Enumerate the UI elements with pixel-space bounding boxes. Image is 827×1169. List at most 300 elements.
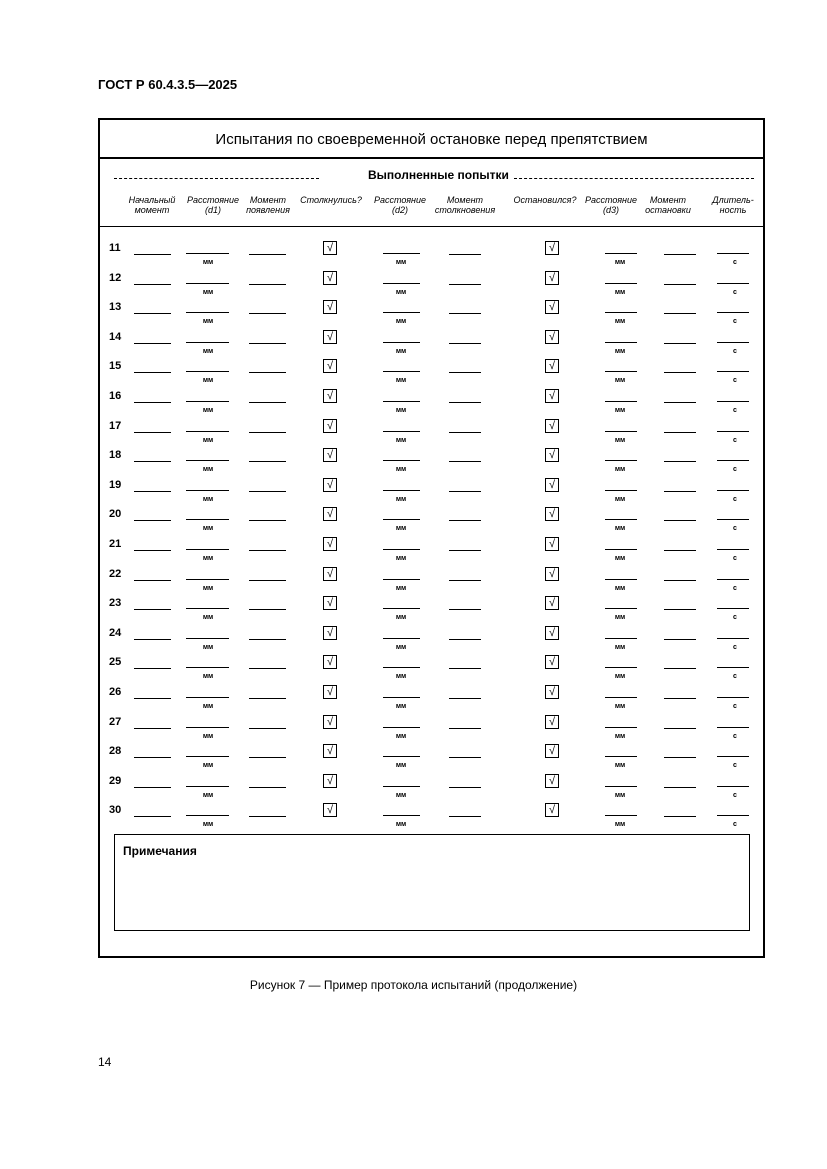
distance-d3-field[interactable] bbox=[605, 431, 637, 432]
unit-mm-label: мм bbox=[395, 643, 407, 651]
initial-moment-field[interactable] bbox=[134, 343, 171, 344]
collided-checkbox[interactable]: √ bbox=[323, 626, 337, 640]
collision-moment-field[interactable] bbox=[449, 668, 481, 669]
duration-field[interactable] bbox=[717, 638, 749, 639]
duration-field[interactable] bbox=[717, 431, 749, 432]
unit-mm-label: мм bbox=[202, 436, 214, 444]
distance-d3-field[interactable] bbox=[605, 490, 637, 491]
collision-moment-field[interactable] bbox=[449, 728, 481, 729]
distance-d3-field[interactable] bbox=[605, 786, 637, 787]
collided-checkbox[interactable]: √ bbox=[323, 537, 337, 551]
duration-field[interactable] bbox=[717, 756, 749, 757]
distance-d1-field[interactable] bbox=[186, 608, 229, 609]
initial-moment-field[interactable] bbox=[134, 372, 171, 373]
distance-d3-field[interactable] bbox=[605, 342, 637, 343]
row-number: 20 bbox=[109, 508, 122, 521]
stopped-checkbox[interactable]: √ bbox=[545, 241, 559, 255]
unit-mm-label: мм bbox=[395, 673, 407, 681]
initial-moment-field[interactable] bbox=[134, 757, 171, 758]
unit-mm-label: мм bbox=[202, 288, 214, 296]
stopped-checkbox[interactable]: √ bbox=[545, 774, 559, 788]
stop-moment-field[interactable] bbox=[664, 639, 696, 640]
distance-d3-field[interactable] bbox=[605, 727, 637, 728]
stop-moment-field[interactable] bbox=[664, 313, 696, 314]
stopped-checkbox[interactable]: √ bbox=[545, 507, 559, 521]
appearance-moment-field[interactable] bbox=[249, 816, 286, 817]
duration-field[interactable] bbox=[717, 608, 749, 609]
stop-moment-field[interactable] bbox=[664, 757, 696, 758]
stopped-checkbox[interactable]: √ bbox=[545, 596, 559, 610]
unit-seconds-label: с bbox=[733, 614, 737, 622]
initial-moment-field[interactable] bbox=[134, 284, 171, 285]
unit-mm-label: мм bbox=[395, 259, 407, 266]
duration-field[interactable] bbox=[717, 667, 749, 668]
stopped-checkbox[interactable]: √ bbox=[545, 300, 559, 314]
row-number: 13 bbox=[109, 301, 122, 314]
unit-mm-label: мм bbox=[395, 318, 407, 326]
unit-mm-label: мм bbox=[202, 466, 214, 474]
stop-moment-field[interactable] bbox=[664, 461, 696, 462]
row-number: 23 bbox=[109, 597, 122, 610]
collided-checkbox[interactable]: √ bbox=[323, 271, 337, 285]
column-header-line: Момент bbox=[446, 195, 484, 205]
unit-mm-label: мм bbox=[614, 259, 626, 266]
initial-moment-field[interactable] bbox=[134, 787, 171, 788]
stopped-checkbox[interactable]: √ bbox=[545, 715, 559, 729]
duration-field[interactable] bbox=[717, 786, 749, 787]
distance-d2-field[interactable] bbox=[383, 697, 420, 698]
distance-d1-field[interactable] bbox=[186, 401, 229, 402]
stop-moment-field[interactable] bbox=[664, 550, 696, 551]
distance-d2-field[interactable] bbox=[383, 283, 420, 284]
duration-field[interactable] bbox=[717, 342, 749, 343]
collision-moment-field[interactable] bbox=[449, 313, 481, 314]
stopped-checkbox[interactable]: √ bbox=[545, 359, 559, 373]
row-number: 18 bbox=[109, 449, 122, 462]
table-row bbox=[0, 331, 827, 361]
distance-d1-field[interactable] bbox=[186, 490, 229, 491]
row-number: 11 bbox=[109, 242, 121, 254]
row-number: 29 bbox=[109, 774, 122, 787]
attempts-header bbox=[114, 168, 754, 184]
appearance-moment-field[interactable] bbox=[249, 757, 286, 758]
collision-moment-field[interactable] bbox=[449, 491, 481, 492]
collided-checkbox[interactable]: √ bbox=[323, 655, 337, 669]
appearance-moment-field[interactable] bbox=[249, 402, 286, 403]
appearance-moment-field[interactable] bbox=[249, 520, 286, 521]
stop-moment-field[interactable] bbox=[664, 520, 696, 521]
col-initial-moment-header bbox=[129, 195, 176, 215]
collision-moment-field[interactable] bbox=[449, 432, 481, 433]
unit-seconds-label: с bbox=[733, 821, 737, 829]
distance-d1-field[interactable] bbox=[186, 253, 229, 254]
appearance-moment-field[interactable] bbox=[249, 787, 286, 788]
duration-field[interactable] bbox=[717, 401, 749, 402]
collision-moment-field[interactable] bbox=[449, 284, 481, 285]
unit-mm-label: мм bbox=[395, 377, 407, 385]
collided-checkbox[interactable]: √ bbox=[323, 359, 337, 373]
unit-mm-label: мм bbox=[614, 436, 626, 444]
unit-seconds-label: с bbox=[733, 259, 737, 266]
distance-d2-field[interactable] bbox=[383, 786, 420, 787]
column-header-line: Длитель- bbox=[712, 195, 754, 205]
initial-moment-field[interactable] bbox=[134, 520, 171, 521]
col-stop-moment-header bbox=[645, 195, 691, 215]
duration-field[interactable] bbox=[717, 549, 749, 550]
stop-moment-field[interactable] bbox=[664, 787, 696, 788]
stopped-checkbox[interactable]: √ bbox=[545, 537, 559, 551]
unit-mm-label: мм bbox=[202, 821, 214, 829]
distance-d3-field[interactable] bbox=[605, 549, 637, 550]
appearance-moment-field[interactable] bbox=[249, 609, 286, 610]
col-distance-d1-header bbox=[187, 195, 239, 215]
collision-moment-field[interactable] bbox=[449, 787, 481, 788]
distance-d2-field[interactable] bbox=[383, 342, 420, 343]
unit-mm-label: мм bbox=[202, 377, 214, 385]
distance-d3-field[interactable] bbox=[605, 608, 637, 609]
distance-d1-field[interactable] bbox=[186, 371, 229, 372]
unit-seconds-label: с bbox=[733, 288, 737, 296]
table-row bbox=[0, 449, 827, 479]
col-collided-header bbox=[300, 195, 362, 205]
stop-moment-field[interactable] bbox=[664, 580, 696, 581]
distance-d1-field[interactable] bbox=[186, 460, 229, 461]
duration-field[interactable] bbox=[717, 815, 749, 816]
collided-checkbox[interactable]: √ bbox=[323, 596, 337, 610]
unit-mm-label: мм bbox=[614, 762, 626, 770]
dashed-line-left bbox=[114, 178, 319, 179]
notes-label: Примечания bbox=[123, 844, 197, 858]
column-header-line: Расстояние bbox=[374, 195, 426, 205]
collided-checkbox[interactable]: √ bbox=[323, 774, 337, 788]
stopped-checkbox[interactable]: √ bbox=[545, 744, 559, 758]
distance-d3-field[interactable] bbox=[605, 283, 637, 284]
table-row bbox=[0, 716, 827, 746]
distance-d1-field[interactable] bbox=[186, 312, 229, 313]
distance-d3-field[interactable] bbox=[605, 460, 637, 461]
distance-d1-field[interactable] bbox=[186, 549, 229, 550]
distance-d3-field[interactable] bbox=[605, 667, 637, 668]
stop-moment-field[interactable] bbox=[664, 284, 696, 285]
initial-moment-field[interactable] bbox=[134, 313, 171, 314]
collision-moment-field[interactable] bbox=[449, 698, 481, 699]
duration-field[interactable] bbox=[717, 490, 749, 491]
duration-field[interactable] bbox=[717, 579, 749, 580]
unit-mm-label: мм bbox=[395, 436, 407, 444]
collided-checkbox[interactable]: √ bbox=[323, 241, 337, 255]
unit-mm-label: мм bbox=[395, 347, 407, 355]
appearance-moment-field[interactable] bbox=[249, 254, 286, 255]
collision-moment-field[interactable] bbox=[449, 639, 481, 640]
table-row bbox=[0, 242, 827, 272]
duration-field[interactable] bbox=[717, 253, 749, 254]
initial-moment-field[interactable] bbox=[134, 728, 171, 729]
collision-moment-field[interactable] bbox=[449, 550, 481, 551]
unit-mm-label: мм bbox=[202, 555, 214, 562]
initial-moment-field[interactable] bbox=[134, 461, 171, 462]
distance-d1-field[interactable] bbox=[186, 431, 229, 432]
stopped-checkbox[interactable]: √ bbox=[545, 448, 559, 462]
unit-seconds-label: с bbox=[733, 525, 737, 533]
col-stopped-header bbox=[514, 195, 577, 205]
initial-moment-field[interactable] bbox=[134, 254, 171, 255]
duration-field[interactable] bbox=[717, 460, 749, 461]
appearance-moment-field[interactable] bbox=[249, 461, 286, 462]
appearance-moment-field[interactable] bbox=[249, 432, 286, 433]
stop-moment-field[interactable] bbox=[664, 254, 696, 255]
distance-d2-field[interactable] bbox=[383, 815, 420, 816]
distance-d2-field[interactable] bbox=[383, 401, 420, 402]
distance-d2-field[interactable] bbox=[383, 460, 420, 461]
distance-d2-field[interactable] bbox=[383, 549, 420, 550]
distance-d2-field[interactable] bbox=[383, 253, 420, 254]
collision-moment-field[interactable] bbox=[449, 343, 481, 344]
stop-moment-field[interactable] bbox=[664, 698, 696, 699]
collided-checkbox[interactable]: √ bbox=[323, 685, 337, 699]
initial-moment-field[interactable] bbox=[134, 816, 171, 817]
stop-moment-field[interactable] bbox=[664, 816, 696, 817]
distance-d1-field[interactable] bbox=[186, 519, 229, 520]
distance-d2-field[interactable] bbox=[383, 608, 420, 609]
distance-d2-field[interactable] bbox=[383, 727, 420, 728]
unit-mm-label: мм bbox=[202, 614, 214, 622]
initial-moment-field[interactable] bbox=[134, 432, 171, 433]
table-row bbox=[0, 597, 827, 627]
distance-d3-field[interactable] bbox=[605, 697, 637, 698]
appearance-moment-field[interactable] bbox=[249, 580, 286, 581]
distance-d2-field[interactable] bbox=[383, 519, 420, 520]
distance-d1-field[interactable] bbox=[186, 697, 229, 698]
document-header: ГОСТ Р 60.4.3.5—2025 bbox=[98, 77, 238, 92]
initial-moment-field[interactable] bbox=[134, 698, 171, 699]
appearance-moment-field[interactable] bbox=[249, 668, 286, 669]
distance-d2-field[interactable] bbox=[383, 431, 420, 432]
stopped-checkbox[interactable]: √ bbox=[545, 685, 559, 699]
notes-box[interactable] bbox=[114, 834, 750, 931]
distance-d1-field[interactable] bbox=[186, 342, 229, 343]
collision-moment-field[interactable] bbox=[449, 402, 481, 403]
unit-mm-label: мм bbox=[202, 318, 214, 326]
distance-d1-field[interactable] bbox=[186, 579, 229, 580]
appearance-moment-field[interactable] bbox=[249, 550, 286, 551]
collided-checkbox[interactable]: √ bbox=[323, 419, 337, 433]
distance-d3-field[interactable] bbox=[605, 756, 637, 757]
column-header-line: Столкнулись? bbox=[300, 195, 362, 205]
figure-caption: Рисунок 7 — Пример протокола испытаний (продолжение) bbox=[249, 978, 578, 992]
distance-d2-field[interactable] bbox=[383, 312, 420, 313]
initial-moment-field[interactable] bbox=[134, 639, 171, 640]
unit-seconds-label: с bbox=[733, 377, 737, 385]
unit-mm-label: мм bbox=[202, 673, 214, 681]
distance-d2-field[interactable] bbox=[383, 579, 420, 580]
collided-checkbox[interactable]: √ bbox=[323, 715, 337, 729]
distance-d1-field[interactable] bbox=[186, 756, 229, 757]
unit-mm-label: мм bbox=[614, 555, 626, 562]
collision-moment-field[interactable] bbox=[449, 372, 481, 373]
initial-moment-field[interactable] bbox=[134, 491, 171, 492]
appearance-moment-field[interactable] bbox=[249, 313, 286, 314]
stop-moment-field[interactable] bbox=[664, 728, 696, 729]
initial-moment-field[interactable] bbox=[134, 580, 171, 581]
header-divider bbox=[100, 226, 765, 227]
collision-moment-field[interactable] bbox=[449, 757, 481, 758]
col-distance-d3-header bbox=[585, 195, 637, 215]
stopped-checkbox[interactable]: √ bbox=[545, 626, 559, 640]
distance-d3-field[interactable] bbox=[605, 312, 637, 313]
duration-field[interactable] bbox=[717, 697, 749, 698]
stop-moment-field[interactable] bbox=[664, 372, 696, 373]
unit-mm-label: мм bbox=[395, 821, 407, 829]
unit-seconds-label: с bbox=[733, 318, 737, 326]
distance-d3-field[interactable] bbox=[605, 579, 637, 580]
distance-d3-field[interactable] bbox=[605, 815, 637, 816]
unit-mm-label: мм bbox=[395, 407, 407, 414]
collided-checkbox[interactable]: √ bbox=[323, 744, 337, 758]
unit-seconds-label: с bbox=[733, 703, 737, 710]
duration-field[interactable] bbox=[717, 727, 749, 728]
col-distance-d2-header bbox=[374, 195, 426, 215]
col-collision-moment-header bbox=[435, 195, 495, 215]
column-header-line: (d2) bbox=[391, 205, 409, 215]
collision-moment-field[interactable] bbox=[449, 580, 481, 581]
collided-checkbox[interactable]: √ bbox=[323, 300, 337, 314]
initial-moment-field[interactable] bbox=[134, 609, 171, 610]
unit-mm-label: мм bbox=[395, 466, 407, 474]
distance-d1-field[interactable] bbox=[186, 815, 229, 816]
stopped-checkbox[interactable]: √ bbox=[545, 330, 559, 344]
row-number: 27 bbox=[109, 715, 122, 728]
unit-seconds-label: с bbox=[733, 584, 737, 592]
table-row bbox=[0, 508, 827, 538]
duration-field[interactable] bbox=[717, 371, 749, 372]
unit-mm-label: мм bbox=[614, 643, 626, 651]
stopped-checkbox[interactable]: √ bbox=[545, 803, 559, 817]
appearance-moment-field[interactable] bbox=[249, 491, 286, 492]
appearance-moment-field[interactable] bbox=[249, 343, 286, 344]
collision-moment-field[interactable] bbox=[449, 461, 481, 462]
column-header-line: Начальный bbox=[128, 195, 176, 205]
stop-moment-field[interactable] bbox=[664, 491, 696, 492]
stopped-checkbox[interactable]: √ bbox=[545, 389, 559, 403]
collided-checkbox[interactable]: √ bbox=[323, 330, 337, 344]
unit-mm-label: мм bbox=[202, 407, 214, 414]
form-title: Испытания по своевременной остановке перед препятствием bbox=[215, 131, 648, 148]
stopped-checkbox[interactable]: √ bbox=[545, 478, 559, 492]
collided-checkbox[interactable]: √ bbox=[323, 448, 337, 462]
collided-checkbox[interactable]: √ bbox=[323, 803, 337, 817]
unit-mm-label: мм bbox=[202, 495, 214, 503]
column-header-line: столкновения bbox=[434, 205, 496, 215]
row-number: 15 bbox=[109, 360, 122, 373]
table-row bbox=[0, 420, 827, 450]
duration-field[interactable] bbox=[717, 312, 749, 313]
table-row bbox=[0, 568, 827, 598]
appearance-moment-field[interactable] bbox=[249, 639, 286, 640]
distance-d2-field[interactable] bbox=[383, 638, 420, 639]
table-row bbox=[0, 775, 827, 805]
table-row bbox=[0, 538, 827, 568]
stop-moment-field[interactable] bbox=[664, 668, 696, 669]
appearance-moment-field[interactable] bbox=[249, 372, 286, 373]
column-header-line: Остановился? bbox=[513, 195, 577, 205]
stopped-checkbox[interactable]: √ bbox=[545, 271, 559, 285]
distance-d2-field[interactable] bbox=[383, 371, 420, 372]
distance-d3-field[interactable] bbox=[605, 519, 637, 520]
collided-checkbox[interactable]: √ bbox=[323, 478, 337, 492]
appearance-moment-field[interactable] bbox=[249, 284, 286, 285]
col-appearance-moment-header bbox=[246, 195, 290, 215]
row-number: 16 bbox=[109, 390, 122, 402]
distance-d3-field[interactable] bbox=[605, 638, 637, 639]
unit-mm-label: мм bbox=[614, 525, 626, 533]
collided-checkbox[interactable]: √ bbox=[323, 507, 337, 521]
appearance-moment-field[interactable] bbox=[249, 728, 286, 729]
table-row bbox=[0, 272, 827, 302]
column-header-line: Момент bbox=[249, 195, 287, 205]
column-header-line: Расстояние bbox=[585, 195, 637, 205]
column-header-line: (d3) bbox=[602, 205, 620, 215]
appearance-moment-field[interactable] bbox=[249, 698, 286, 699]
unit-seconds-label: с bbox=[733, 436, 737, 444]
distance-d3-field[interactable] bbox=[605, 371, 637, 372]
collided-checkbox[interactable]: √ bbox=[323, 389, 337, 403]
distance-d3-field[interactable] bbox=[605, 253, 637, 254]
row-number: 12 bbox=[109, 271, 122, 284]
stopped-checkbox[interactable]: √ bbox=[545, 419, 559, 433]
unit-seconds-label: с bbox=[733, 347, 737, 355]
stop-moment-field[interactable] bbox=[664, 609, 696, 610]
stop-moment-field[interactable] bbox=[664, 343, 696, 344]
stop-moment-field[interactable] bbox=[664, 432, 696, 433]
distance-d1-field[interactable] bbox=[186, 786, 229, 787]
unit-mm-label: мм bbox=[395, 762, 407, 770]
stop-moment-field[interactable] bbox=[664, 402, 696, 403]
stopped-checkbox[interactable]: √ bbox=[545, 567, 559, 581]
distance-d1-field[interactable] bbox=[186, 667, 229, 668]
distance-d1-field[interactable] bbox=[186, 283, 229, 284]
collision-moment-field[interactable] bbox=[449, 609, 481, 610]
column-header-line: остановки bbox=[645, 205, 691, 215]
collision-moment-field[interactable] bbox=[449, 520, 481, 521]
distance-d3-field[interactable] bbox=[605, 401, 637, 402]
duration-field[interactable] bbox=[717, 519, 749, 520]
collision-moment-field[interactable] bbox=[449, 254, 481, 255]
distance-d2-field[interactable] bbox=[383, 490, 420, 491]
distance-d2-field[interactable] bbox=[383, 667, 420, 668]
collision-moment-field[interactable] bbox=[449, 816, 481, 817]
distance-d1-field[interactable] bbox=[186, 638, 229, 639]
collided-checkbox[interactable]: √ bbox=[323, 567, 337, 581]
initial-moment-field[interactable] bbox=[134, 668, 171, 669]
row-number: 24 bbox=[109, 626, 122, 639]
row-number: 19 bbox=[109, 478, 122, 491]
col-duration-header bbox=[712, 195, 753, 215]
distance-d2-field[interactable] bbox=[383, 756, 420, 757]
duration-field[interactable] bbox=[717, 283, 749, 284]
initial-moment-field[interactable] bbox=[134, 402, 171, 403]
distance-d1-field[interactable] bbox=[186, 727, 229, 728]
unit-mm-label: мм bbox=[614, 347, 626, 355]
unit-mm-label: мм bbox=[202, 259, 214, 266]
initial-moment-field[interactable] bbox=[134, 550, 171, 551]
unit-seconds-label: с bbox=[733, 466, 737, 474]
column-header-line: Расстояние bbox=[187, 195, 239, 205]
unit-mm-label: мм bbox=[614, 318, 626, 326]
unit-mm-label: мм bbox=[395, 525, 407, 533]
stopped-checkbox[interactable]: √ bbox=[545, 655, 559, 669]
unit-mm-label: мм bbox=[614, 791, 626, 799]
unit-mm-label: мм bbox=[614, 614, 626, 622]
